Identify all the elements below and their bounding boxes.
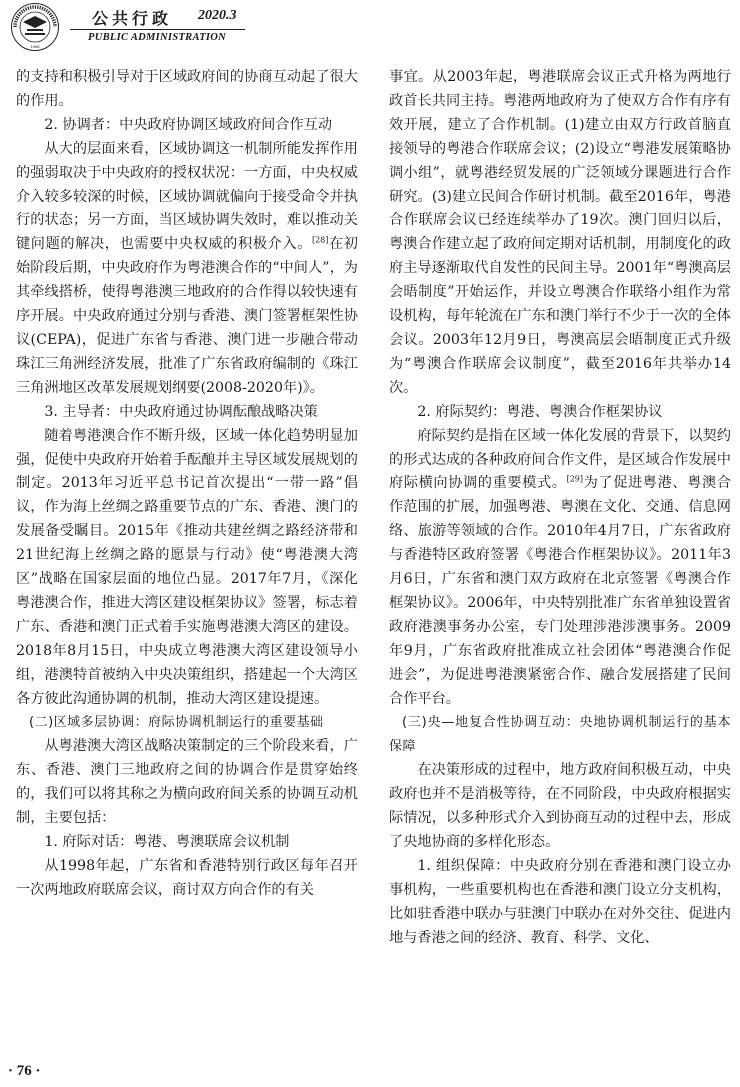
left-column [16,66,358,903]
body-paragraph [389,66,731,401]
paragraph-text: 从粤港澳大湾区战略决策制定的三个阶段来看，广东、香港、澳门三地政府之间的协调合作是贯穿始终的，我们可以将其称之为横向政府间关系的协调互动机制，主要包括： [16,738,358,827]
right-column [389,66,731,951]
body-paragraph [16,855,358,903]
header-rule [70,29,245,30]
journal-title: 公共行政 [92,9,173,28]
paragraph-text: (二)区域多层协调：府际协调机制运行的重要基础 [29,715,324,731]
issue-number: 2020.3 [198,8,237,23]
svg-text:1958: 1958 [30,44,40,49]
body-paragraph [16,66,358,114]
university-seal-logo [10,2,60,52]
paragraph-text: 府际契约是指在区域一体化发展的背景下，以契约的形式达成的各种政府间合作文件，是区域合作发展中府际横向协调的重要模式。 [389,427,731,492]
paragraph-text: 在决策形成的过程中，地方政府间积极互动，中央政府也并不是消极等待，在不同阶段，中央政府根据实际情况，以多种形式介入到协商互动的过程中去，形成了央地协商的多样化形态。 [389,762,731,850]
paragraph-text: 事宜。从2003年起，粤港联席会议正式升格为两地行政首长共同主持。粤港两地政府为了使双方合作有序有效开展，建立了合作机制。(1)建立由双方行政首脑直接领导的粤港合作联席会议；(2)设立“粤港发展策略协调小组”，就粤港经贸发展的广泛领域分课题进行合作研究。(3)建立民间合作研讨机制。截至2016年，粤港合作联席会议已经连续举办了19次。澳门回归以后，粤澳合作建立起了政府间定期对话机制，用制度化的政府主导逐渐取代自发性的民间主导。2001年“粤澳高层会晤制度”开始运作，并设立粤澳合作联络小组作为常设机构，每年轮流在广东和澳门举行不少于一次的全体会议。2003年12月9日，粤澳高层会晤制度正式升级为“粤澳合作联席会议制度”，截至2016年共举办14次。 [389,69,731,396]
section-heading [16,114,358,138]
page-number: · 76 · [8,1063,41,1079]
body-paragraph [16,735,358,831]
section-heading [389,855,731,951]
section-heading [16,401,358,425]
paragraph-text: 1. 府际对话：粤港、粤澳联席会议机制 [44,834,290,850]
subsection-heading [16,711,358,735]
paragraph-text: 的支持和积极引导对于区域政府间的协商互动起了很大的作用。 [16,69,358,109]
body-paragraph [389,425,731,712]
citation-marker: [28] [311,235,329,245]
body-paragraph [389,759,731,855]
paragraph-text: 2. 府际契约：粤港、粤澳合作框架协议 [417,403,663,420]
paragraph-text: 从大的层面来看，区域协调这一机制所能发挥作用的强弱取决于中央政府的授权状况：一方面，中央权威介入较多较深的时候，区域协调就偏向于接受命令并执行的状态；另一方面，当区域协调失效时，难以推动关键问题的解决，也需要中央权威的积极介入。 [16,140,358,253]
section-heading [16,831,358,855]
paragraph-text: 为了促进粤港、粤澳合作范围的扩展，加强粤港、粤澳在文化、交通、信息网络、旅游等领域的合作。2010年4月7日，广东省政府与香港特区政府签署《粤港合作框架协议》。2011年3月6日，广东省和澳门双方政府在北京签署《粤澳合作框架协议》。2006年，中央特别批准广东省单独设置省政府港澳事务办公室，专门处理涉港涉澳事务。2009年9月，广东省政府批准成立社会团体“粤港澳合作促进会”，为促进粤港澳紧密合作、融合发展搭建了民间合作平台。 [389,475,731,707]
citation-marker: [29] [566,474,583,484]
body-paragraph [16,138,358,401]
paragraph-text: 1. 组织保障：中央政府分别在香港和澳门设立办事机构，一些重要机构也在香港和澳门设立分支机构，比如驻香港中联办与驻澳门中联办在对外交往、促进内地与香港之间的经济、教育、科学、文化、 [389,857,731,946]
journal-title-en: PUBLIC ADMINISTRATION [88,32,227,43]
paragraph-text: 2. 协调者：中央政府协调区域政府间合作互动 [44,116,333,133]
paragraph-text: 从1998年起，广东省和香港特别行政区每年召开一次两地政府联席会议，商讨双方向合作的有关 [16,857,358,898]
paragraph-text: 随着粤港澳合作不断升级，区域一体化趋势明显加强，促使中央政府开始着手酝酿并主导区域发展规划的制定。2013年习近平总书记首次提出“一带一路”倡议，作为海上丝绸之路重要节点的广东、香港、澳门的发展备受瞩目。2015年《推动共建丝绸之路经济带和21世纪海上丝绸之路的愿景与行动》使“粤港澳大湾区”战略在国家层面的地位凸显。2017年7月，《深化粤港澳合作，推进大湾区建设框架协议》签署，标志着广东、香港和澳门正式着手实施粤港澳大湾区的建设。2018年8月15日，中央成立粤港澳大湾区建设领导小组，港澳特首被纳入中央决策组织，搭建起一个大湾区各方彼此沟通协调的机制，推动大湾区建设提速。 [16,427,358,707]
page-header [0,0,740,58]
paragraph-text: 3. 主导者：中央政府通过协调酝酿战略决策 [44,403,318,420]
subsection-heading [389,711,731,759]
paragraph-text: 在初始阶段后期，中央政府作为粤港澳合作的“中间人”，为其牵线搭桥，使得粤港澳三地政府的合作得以较快速有序开展。中央政府通过分别与香港、澳门签署框架性协议(CEPA)，促进广东省与香港、澳门进一步融合带动珠江三角洲经济发展，批准了广东省政府编制的《珠江三角洲地区改革发展规划纲要(2008-2020年)》。 [16,236,358,396]
paragraph-text: (三)央—地复合性协调互动：央地协调机制运行的基本保障 [389,715,731,755]
body-paragraph [16,425,358,712]
section-heading [389,401,731,425]
